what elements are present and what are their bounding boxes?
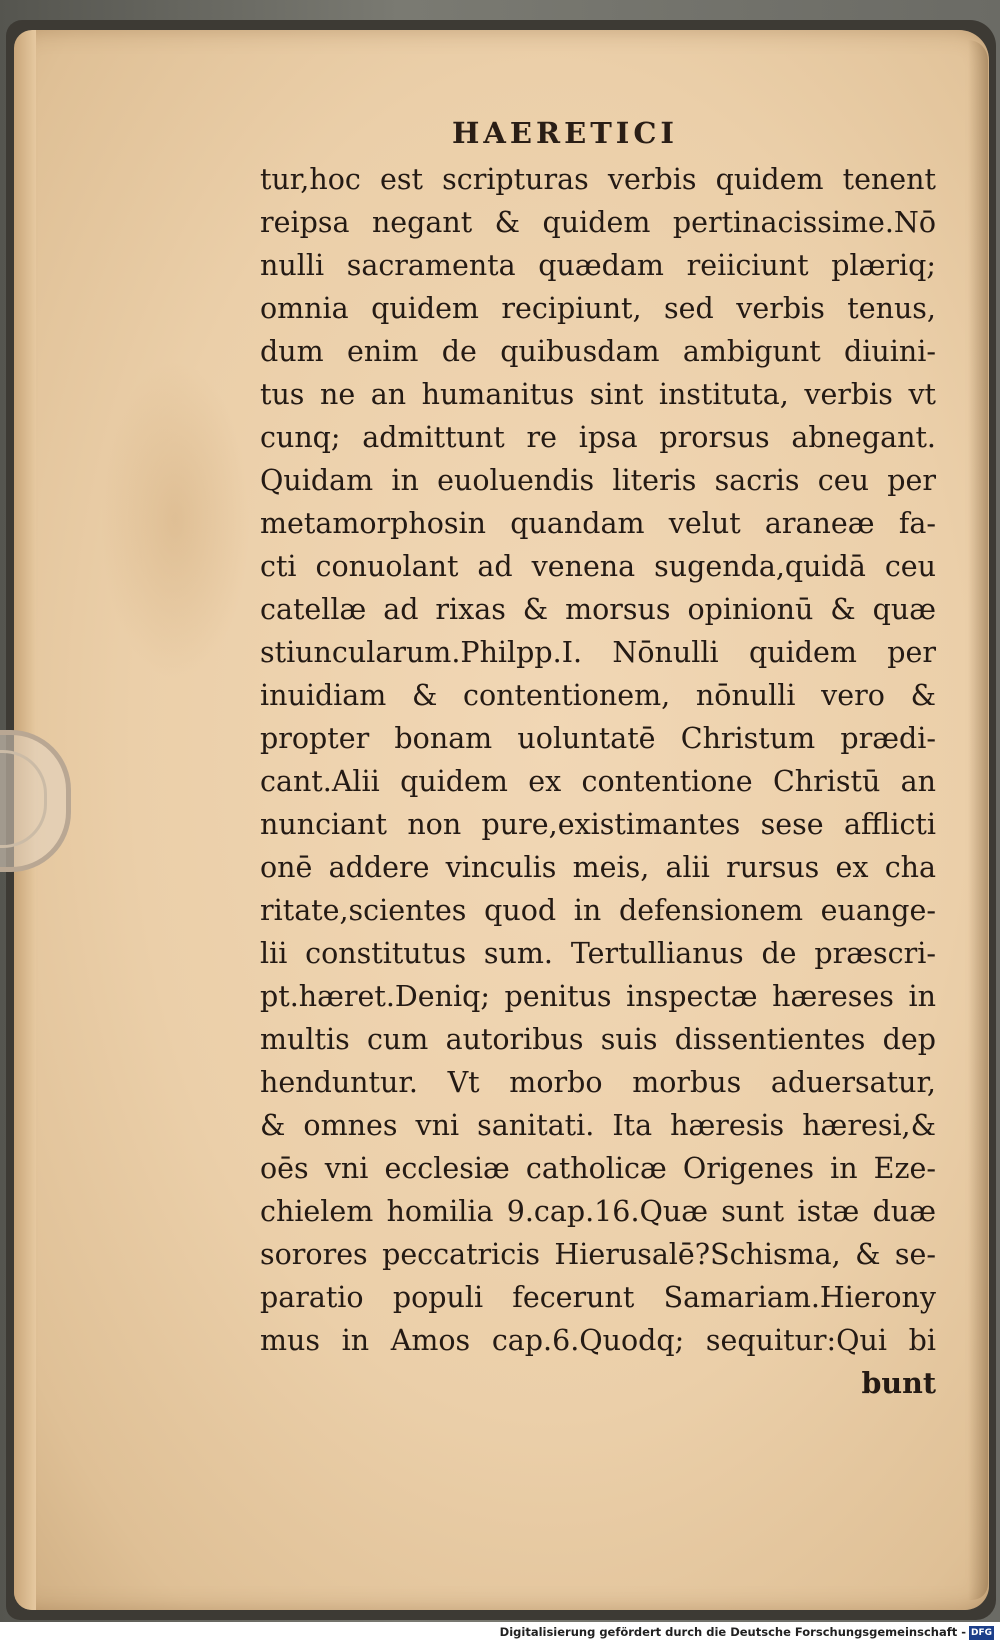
text-line-6: tus ne an humanitus sint instituta, verbis vt	[260, 378, 936, 411]
text-line-2: reipsa negant & quidem pertinacissime.Nō	[260, 206, 936, 239]
text-line-19: lii constitutus sum. Tertullianus de præscri-	[260, 937, 936, 970]
text-line-24: oēs vni ecclesiæ catholicæ Origenes in Eze-	[260, 1152, 936, 1185]
text-line-16: nunciant non pure,existimantes sese afflicti	[260, 808, 936, 841]
footer-credit: Digitalisierung gefördert durch die Deutsche Forschungsgemeinschaft -	[499, 1625, 966, 1639]
text-line-22: henduntur. Vt morbo morbus aduersatur,	[260, 1066, 936, 1099]
text-line-9: metamorphosin quandam velut araneæ fa-	[260, 507, 936, 540]
text-line-21: multis cum autoribus suis dissentientes dep	[260, 1023, 936, 1056]
text-line-12: stiuncularum.Philpp.I. Nōnulli quidem per	[260, 636, 936, 669]
footer-bar	[0, 1622, 1000, 1645]
text-line-1: tur,hoc est scripturas verbis quidem tenent	[260, 163, 936, 196]
text-line-25: chielem homilia 9.cap.16.Quæ sunt istæ duæ	[260, 1195, 936, 1228]
text-line-17: onē addere vinculis meis, alii rursus ex cha	[260, 851, 936, 884]
text-line-23: & omnes vni sanitati. Ita hæresis hæresi,&	[260, 1109, 936, 1142]
text-line-18: ritate,scientes quod in defensionem euange-	[260, 894, 936, 927]
text-line-10: cti conuolant ad venena sugenda,quidā ceu	[260, 550, 936, 583]
paper-stain	[100, 360, 250, 680]
text-line-13: inuidiam & contentionem, nōnulli vero &	[260, 679, 936, 712]
text-line-3: nulli sacramenta quædam reiiciunt plæriq;	[260, 249, 936, 282]
text-line-11: catellæ ad rixas & morsus opinionū & quæ	[260, 593, 936, 626]
text-line-26: sorores peccatricis Hierusalē?Schisma, & se-	[260, 1238, 936, 1271]
text-line-14: propter bonam uoluntatē Christum prædi-	[260, 722, 936, 755]
page-right-edge	[968, 40, 988, 1600]
dfg-logo: DFG	[970, 1628, 992, 1638]
text-line-5: dum enim de quibusdam ambigunt diuini-	[260, 335, 936, 368]
running-head: HAERETICI	[451, 116, 678, 150]
text-line-20: pt.hæret.Deniq; penitus inspectæ hæreses in	[260, 980, 936, 1013]
text-line-27: paratio populi fecerunt Samariam.Hierony	[260, 1281, 936, 1314]
text-line-28: mus in Amos cap.6.Quodq; sequitur:Qui bi	[260, 1324, 936, 1357]
text-block	[260, 158, 936, 1405]
text-line-7: cunq; admittunt re ipsa prorsus abnegant.	[260, 421, 936, 454]
text-line-4: omnia quidem recipiunt, sed verbis tenus,	[260, 292, 936, 325]
text-line-8: Quidam in euoluendis literis sacris ceu per	[260, 464, 936, 497]
catchword: bunt	[861, 1366, 936, 1400]
text-line-15: cant.Alii quidem ex contentione Christū an	[260, 765, 936, 798]
